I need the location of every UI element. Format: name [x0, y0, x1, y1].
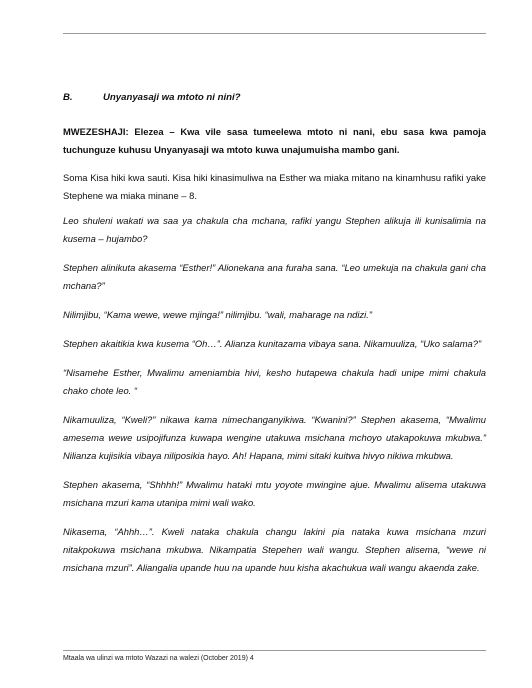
story-paragraph-3: Nilimjibu, “Kama wewe, wewe mjinga!” nilimjibu. “wali, maharage na ndizi.” — [63, 309, 372, 320]
section-heading — [63, 92, 486, 103]
story-intro: Soma Kisa hiki kwa sauti. Kisa hiki kinasimuliwa na Esther wa miaka mitano na kinamhusu rafiki yake Stephene wa miaka minane – 8. — [63, 172, 486, 201]
story-paragraph-1: Leo shuleni wakati wa saa ya chakula cha mchana, rafiki yangu Stephen alikuja ili kunisalimia na kusema – hujambo? — [63, 215, 486, 244]
page-content — [63, 92, 486, 588]
section-title: Unyanyasaji wa mtoto ni nini? — [103, 92, 241, 103]
story-paragraph-6: Nikamuuliza, “Kweli?” nikawa kama nimechanganyikiwa. “Kwanini?” Stephen akasema, “Mwalimu amesema wewe usipojifunza kuwapa wengine utakuwa msichana mchoyo utakapokuwa mkubwa.” Nilianza kujisikia vibaya niliposikia hayo. Ah! Hapana, mimi sitaki kuitwa hivyo nikiwa mkubwa. — [63, 414, 486, 461]
story-paragraph-4: Stephen akaitikia kwa kusema “Oh…”. Alianza kunitazama vibaya sana. Nikamuuliza, “Uko salama?” — [63, 338, 482, 349]
story-paragraph-7: Stephen akasema, “Shhhh!” Mwalimu hataki mtu yoyote mwingine ajue. Mwalimu alisema utakuwa msichana mzuri kama utanipa mimi wali wako. — [63, 479, 486, 508]
story-paragraph-8: Nikasema, “Ahhh…”. Kweli nataka chakula changu lakini pia nataka kuwa msichana mzuri nitakpokuwa msichana mkubwa. Nikampatia Stepehen wali wangu. Stephen alisema, “wewe ni msichana mzuri”. Aliangalia upande huu na upande huu kisha akachukua wali wangu akaenda zake. — [63, 526, 486, 573]
footer-rule — [63, 650, 486, 651]
story-paragraph-2: Stephen alinikuta akasema “Esther!” Alionekana ana furaha sana. “Leo umekuja na chakula gani cha mchana?” — [63, 262, 486, 291]
story-paragraph-5: “Nisamehe Esther, Mwalimu ameniambia hivi, kesho hutapewa chakula hadi unipe mimi chakula chako chote leo. “ — [63, 367, 486, 396]
section-number: B. — [63, 92, 73, 103]
facilitator-instruction: MWEZESHAJI: Elezea – Kwa vile sasa tumeelewa mtoto ni nani, ebu sasa kwa pamoja tuchunguze kuhusu Unyanyasaji wa mtoto kuwa unajumuisha mambo gani. — [63, 126, 486, 155]
page-footer: Mtaala wa ulinzi wa mtoto Wazazi na walezi (October 2019) 4 — [63, 655, 254, 662]
header-rule — [63, 33, 486, 34]
